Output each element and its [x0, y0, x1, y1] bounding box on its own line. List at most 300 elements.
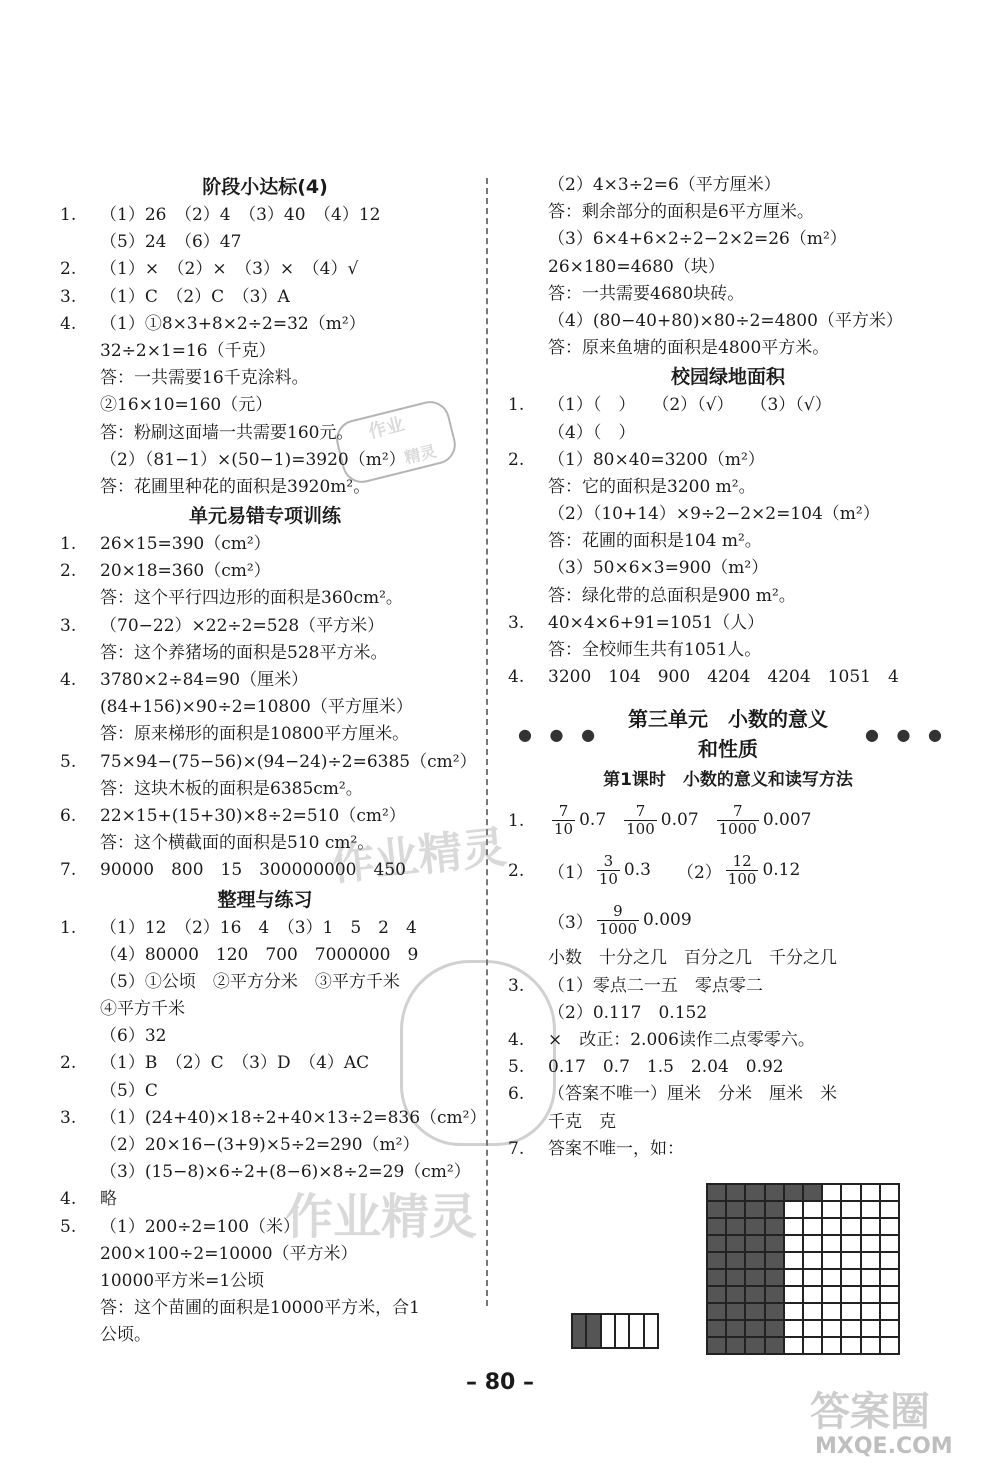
- grid-cell: [822, 1235, 841, 1252]
- grid-cell: [707, 1303, 726, 1320]
- question-number: 4.: [508, 667, 525, 688]
- grid-cell: [601, 1314, 615, 1348]
- answer-line: [60, 857, 470, 884]
- grid-cell: [784, 1303, 803, 1320]
- answer-text: （1）80×40=3200（m²）: [548, 449, 765, 470]
- answer-text: 0.17 0.7 1.5 2.04 0.92: [548, 1057, 784, 1078]
- answer-line: [508, 308, 948, 335]
- grid-cell: [784, 1201, 803, 1218]
- grid-cell: [880, 1235, 899, 1252]
- grid-cell: [861, 1269, 880, 1286]
- question-number: 3.: [60, 286, 77, 307]
- answer-line: [60, 996, 470, 1023]
- section-title-green-area: 校园绿地面积: [670, 366, 785, 389]
- grid-cell: [784, 1184, 803, 1201]
- answer-text: （4）（ ）: [548, 422, 636, 443]
- section-stage4: [60, 202, 470, 501]
- grid-cell: [880, 1218, 899, 1235]
- question-number: 3.: [508, 612, 525, 633]
- answer-line: [60, 1268, 470, 1295]
- answer-line: [60, 1159, 470, 1186]
- grid-cell: [784, 1252, 803, 1269]
- grid-cell: [880, 1201, 899, 1218]
- answer-line: [508, 610, 948, 637]
- section-continued: [508, 172, 948, 362]
- answer-text: 3200 104 900 4204 4204 1051 4: [548, 667, 899, 688]
- answer-line: [60, 392, 470, 419]
- grid-cell: [803, 1303, 822, 1320]
- answer-text: ④平方千米: [100, 999, 185, 1020]
- answer-line: [60, 776, 470, 803]
- grid-cell: [841, 1286, 860, 1303]
- answer-line: [508, 254, 948, 281]
- grid-cell: [861, 1184, 880, 1201]
- grid-cell: [726, 1303, 745, 1320]
- question-number: 4.: [60, 670, 77, 690]
- denominator: 1000: [718, 819, 757, 838]
- answer-line: [508, 664, 948, 691]
- question-number: 3.: [508, 975, 525, 996]
- q2-fractions-ab: [548, 845, 800, 895]
- grid-cell: [822, 1201, 841, 1218]
- grid-cell: [707, 1201, 726, 1218]
- answer-line: [508, 555, 948, 582]
- answer-line: [60, 284, 470, 311]
- answer-text: （2）（10+14）×9÷2−2×2=104（m²）: [548, 504, 880, 525]
- answer-text: （2）4×3÷2=6（平方厘米）: [548, 175, 781, 195]
- grid-cell: [861, 1218, 880, 1235]
- answer-line: [60, 613, 470, 640]
- text-watermark-2: 作业精灵: [285, 1189, 478, 1245]
- section-lesson-answers: [508, 945, 948, 1163]
- question-number: 5.: [60, 751, 77, 772]
- grid-cell: [822, 1320, 841, 1337]
- grid-cell: [784, 1235, 803, 1252]
- answer-line: [60, 1295, 470, 1322]
- grid-cell: [765, 1184, 784, 1201]
- answer-text: 答案不唯一，如：: [548, 1138, 684, 1159]
- grid-cell: [841, 1252, 860, 1269]
- grid-cell: [745, 1269, 764, 1286]
- answer-line: [508, 973, 948, 1000]
- answer-line: [508, 226, 948, 253]
- q2-line-2: [508, 895, 948, 945]
- answer-text: 答：这个平行四边形的面积是360cm²。: [100, 588, 403, 609]
- unit-title-line2: 和性质: [698, 737, 758, 762]
- answer-line: [60, 474, 470, 501]
- grid-cell: [861, 1303, 880, 1320]
- answer-text: （1）26 （2）4 （3）40 （4）12: [100, 205, 381, 225]
- answer-line: [60, 558, 470, 585]
- answer-text: 答：花圃里种花的面积是3920m²。: [100, 476, 371, 497]
- answer-line: [60, 202, 470, 229]
- left-column: [60, 172, 487, 1350]
- answer-text: × 改正：2.006读作二点零零六。: [548, 1029, 815, 1050]
- answer-text: (84+156)×90÷2=10800（平方厘米）: [100, 697, 413, 718]
- grid-cell: [841, 1303, 860, 1320]
- answer-text: （1）零点二一五 零点零二: [548, 975, 763, 996]
- grid-cell: [707, 1320, 726, 1337]
- answer-text: （5）C: [100, 1080, 158, 1101]
- answer-line: [508, 420, 948, 447]
- denominator: 100: [626, 819, 655, 838]
- grid-cell: [803, 1218, 822, 1235]
- grid-cell: [745, 1337, 764, 1354]
- decimal-value: 0.007: [762, 810, 812, 831]
- decimal-value: 0.3: [623, 860, 651, 881]
- answer-line: [60, 311, 470, 338]
- answer-line: [508, 637, 948, 664]
- question-number: 5.: [60, 1216, 77, 1237]
- section-review: [60, 915, 487, 1350]
- answer-line: [60, 1105, 487, 1132]
- fraction: [717, 803, 759, 838]
- answer-text: （2）（81−1）×(50−1)=3920（m²）: [100, 449, 406, 470]
- answer-text: 3780×2÷84=90（厘米）: [100, 670, 309, 690]
- grid-cell: [784, 1337, 803, 1354]
- grid-cell: [880, 1269, 899, 1286]
- q2a-label: （1）: [548, 862, 593, 883]
- fraction: [597, 853, 620, 888]
- question-number: 5.: [508, 1057, 525, 1078]
- grid-cell: [822, 1269, 841, 1286]
- decimal-grid-small: [571, 1313, 659, 1349]
- answer-line: [508, 199, 948, 226]
- grid-cell: [707, 1218, 726, 1235]
- grid-cell: [861, 1320, 880, 1337]
- question-number: 2.: [60, 259, 77, 280]
- answer-text: 答：它的面积是3200 m²。: [548, 476, 756, 497]
- answer-text: 答：原来梯形的面积是10800平方厘米。: [100, 724, 410, 745]
- answer-line: [508, 1081, 948, 1108]
- answer-line: [60, 749, 477, 776]
- grid-cell: [841, 1235, 860, 1252]
- answer-text: 千克 克: [548, 1111, 616, 1132]
- grid-cell: [745, 1218, 764, 1235]
- answer-text: 75×94−(75−56)×(94−24)÷2=6385（cm²）: [100, 751, 477, 772]
- question-number: 1.: [60, 205, 77, 225]
- question-number: 7.: [60, 860, 77, 881]
- answer-line: [508, 281, 948, 308]
- answer-line: [60, 1214, 470, 1241]
- fraction: [624, 803, 657, 838]
- question-number: 7.: [508, 1138, 525, 1159]
- answer-line: [60, 1023, 470, 1050]
- corner-logo: 答案圈: [810, 1389, 930, 1435]
- section-title-review: 整理与练习: [217, 888, 313, 911]
- q2b-label: （2）: [676, 862, 722, 883]
- grid-cell: [861, 1286, 880, 1303]
- grid-cell: [822, 1252, 841, 1269]
- denominator: 10: [554, 819, 574, 838]
- question-number: 2.: [60, 561, 77, 582]
- answer-text: 32÷2×1=16（千克）: [100, 340, 276, 361]
- answer-text: （1）C （2）C （3）A: [100, 286, 290, 307]
- answer-text: （答案不唯一）厘米 分米 厘米 米: [548, 1084, 837, 1105]
- grid-cell: [822, 1184, 841, 1201]
- answer-line: [60, 1078, 470, 1105]
- answer-text: 答：这个苗圃的面积是10000平方米，合1: [100, 1298, 420, 1319]
- answer-text: （1）①8×3+8×2÷2=32（m²）: [100, 313, 366, 334]
- grid-cell: [841, 1320, 860, 1337]
- answer-text: （3）6×4+6×2÷2−2×2=26（m²）: [548, 229, 847, 250]
- unit-dots-left: ● ● ●: [518, 725, 602, 745]
- answer-line: [508, 1109, 948, 1136]
- answer-line: [508, 447, 948, 474]
- answer-text: 26×180=4680（块）: [548, 256, 725, 277]
- stamp-watermark-bottom: 精灵: [402, 441, 439, 468]
- answer-line: [60, 640, 470, 667]
- grid-cell: [765, 1303, 784, 1320]
- grid-cell: [707, 1337, 726, 1354]
- grid-cell: [841, 1218, 860, 1235]
- grid-cell: [803, 1252, 822, 1269]
- grid-cell: [707, 1252, 726, 1269]
- answer-line: [508, 172, 948, 199]
- q2c-label: （3）: [548, 912, 593, 933]
- question-number: 3.: [60, 1107, 77, 1128]
- grid-cell: [765, 1235, 784, 1252]
- grid-cell: [861, 1235, 880, 1252]
- answer-text: （3）(15−8)×6÷2+(8−6)×8÷2=29（cm²）: [100, 1162, 471, 1183]
- answer-line: [60, 256, 470, 283]
- unit-dots-right: ● ● ●: [864, 725, 948, 745]
- answer-text: 答：这个横截面的面积是510 cm²。: [100, 833, 375, 854]
- grid-cell: [784, 1320, 803, 1337]
- answer-line: [508, 501, 948, 528]
- answer-text: （3）50×6×3=900（m²）: [548, 558, 769, 579]
- denominator: 1000: [598, 919, 638, 938]
- grid-cell: [803, 1286, 822, 1303]
- answer-text: 公顷。: [100, 1325, 151, 1346]
- answer-line: [508, 335, 948, 362]
- answer-text: （1）200÷2=100（米）: [100, 1216, 301, 1237]
- answer-text: （2）20×16−(3+9)×5÷2=290（m²）: [100, 1135, 420, 1155]
- section-title-error-training: 单元易错专项训练: [188, 505, 341, 528]
- answer-line: [60, 942, 470, 969]
- answer-text: 答：花圃的面积是104 m²。: [548, 531, 762, 552]
- numerator: 7: [635, 801, 646, 820]
- answer-line: [60, 803, 470, 830]
- answer-line: [508, 945, 948, 972]
- grid-cell: [880, 1303, 899, 1320]
- grid-cell: [765, 1218, 784, 1235]
- answer-line: [508, 1054, 948, 1081]
- answer-text: （2）0.117 0.152: [548, 1002, 708, 1023]
- answer-text: （6）32: [100, 1026, 167, 1047]
- answer-text: 答：粉刷这面墙一共需要160元。: [100, 422, 354, 443]
- question-number: 1.: [60, 534, 77, 555]
- decimal-value: 0.009: [643, 910, 692, 931]
- grid-cell: [822, 1286, 841, 1303]
- section-green-area: [508, 392, 948, 691]
- answer-text: 答：一共需要16千克涂料。: [100, 368, 309, 389]
- grid-cell: [726, 1337, 745, 1354]
- grid-cell: [880, 1252, 899, 1269]
- q2-line-1: [508, 845, 948, 895]
- section-error-training: [60, 531, 477, 884]
- answer-line: [60, 447, 470, 474]
- grid-cell: [726, 1235, 745, 1252]
- answer-line: [60, 531, 470, 558]
- grid-cell: [784, 1286, 803, 1303]
- answer-text: 答：这个养猪场的面积是528平方米。: [100, 642, 388, 663]
- text-watermark-1: 作业精灵: [328, 821, 509, 892]
- grid-cell: [726, 1218, 745, 1235]
- answer-text: 答：剩余部分的面积是6平方厘米。: [548, 202, 814, 223]
- fraction: [597, 903, 639, 938]
- fraction: [552, 803, 575, 838]
- question-number: 6.: [60, 805, 77, 826]
- answer-line: [60, 694, 470, 721]
- grid-cell: [745, 1201, 764, 1218]
- grid-cell: [707, 1184, 726, 1201]
- q1-line: [508, 795, 948, 845]
- grid-cell: [784, 1269, 803, 1286]
- answer-line: [508, 392, 948, 419]
- decimal-grid-100: [706, 1183, 900, 1355]
- decimal-value: 0.12: [762, 860, 801, 881]
- answer-line: [60, 229, 470, 256]
- answer-line: [60, 667, 470, 694]
- answer-line: [60, 915, 470, 942]
- answer-text: 40×4×6+91=1051（人）: [548, 612, 765, 633]
- answer-line: [508, 1136, 948, 1163]
- answer-text: （5）①公顷 ②平方分米 ③平方千米: [100, 971, 400, 992]
- grid-cell: [841, 1184, 860, 1201]
- answer-text: 200×100÷2=10000（平方米）: [100, 1243, 358, 1264]
- answer-text: （4）80000 120 700 7000000 9: [100, 944, 419, 965]
- stamp-watermark-top: 作业: [366, 413, 407, 443]
- grid-cell: [822, 1218, 841, 1235]
- column-divider: [486, 178, 488, 1306]
- question-number: 1.: [60, 917, 77, 938]
- answer-line: [60, 721, 470, 748]
- grid-cell: [615, 1314, 629, 1348]
- grid-cell: [803, 1184, 822, 1201]
- answer-text: 90000 800 15 300000000 450: [100, 860, 406, 881]
- grid-cell: [765, 1286, 784, 1303]
- numerator: 3: [603, 851, 614, 870]
- answer-line: [508, 583, 948, 610]
- answer-text: 答：绿化带的总面积是900 m²。: [548, 585, 796, 606]
- answer-text: 答：原来鱼塘的面积是4800平方米。: [548, 338, 830, 359]
- answer-text: 10000平方米=1公顷: [100, 1270, 265, 1291]
- right-column: [508, 172, 948, 1163]
- grid-cell: [803, 1201, 822, 1218]
- answer-text: （1）B （2）C （3）D （4）AC: [100, 1053, 370, 1074]
- answer-line: [60, 365, 470, 392]
- grid-cell: [841, 1201, 860, 1218]
- grid-cell: [644, 1314, 658, 1348]
- answer-text: 略: [100, 1189, 117, 1210]
- grid-cell: [880, 1286, 899, 1303]
- grid-cell: [861, 1252, 880, 1269]
- grid-cell: [745, 1184, 764, 1201]
- question-number: 2.: [60, 1053, 77, 1074]
- grid-cell: [803, 1337, 822, 1354]
- question-number: 4.: [60, 1189, 77, 1210]
- grid-cell: [745, 1320, 764, 1337]
- grid-cell: [822, 1303, 841, 1320]
- grid-cell: [841, 1337, 860, 1354]
- grid-cell: [726, 1252, 745, 1269]
- grid-cell: [726, 1201, 745, 1218]
- grid-cell: [765, 1337, 784, 1354]
- question-number: 4.: [508, 1029, 525, 1050]
- answer-text: 答：全校师生共有1051人。: [548, 640, 762, 660]
- grid-cell: [745, 1252, 764, 1269]
- numerator: 7: [558, 801, 569, 820]
- grid-cell: [861, 1201, 880, 1218]
- answer-text: ②16×10=160（元）: [100, 395, 273, 416]
- answer-text: （4）(80−40+80)×80÷2=4800（平方米）: [548, 310, 903, 331]
- answer-text: 22×15+(15+30)×8÷2=510（cm²）: [100, 805, 406, 826]
- grid-cell: [841, 1269, 860, 1286]
- decimal-value: 0.7: [579, 810, 607, 831]
- grid-cell: [765, 1201, 784, 1218]
- answer-line: [60, 969, 470, 996]
- q1-fractions: [548, 795, 826, 845]
- grid-cell: [803, 1320, 822, 1337]
- answer-text: （1）× （2）× （3）× （4）√: [100, 259, 359, 280]
- answer-line: [508, 1027, 948, 1054]
- grid-cell: [707, 1269, 726, 1286]
- question-number: 1.: [508, 395, 525, 416]
- grid-cell: [629, 1314, 643, 1348]
- grid-cell: [765, 1269, 784, 1286]
- answer-line: [60, 585, 470, 612]
- grid-cell: [745, 1303, 764, 1320]
- grid-cell: [726, 1184, 745, 1201]
- grid-cell: [765, 1320, 784, 1337]
- answer-line: [60, 1322, 470, 1349]
- answer-line: [508, 1000, 948, 1027]
- grid-cell: [803, 1235, 822, 1252]
- question-number: 2.: [508, 861, 525, 882]
- grid-cell: [784, 1218, 803, 1235]
- grid-cell: [586, 1314, 600, 1348]
- answer-text: 答：这块木板的面积是6385cm²。: [100, 778, 363, 799]
- page-number: – 80 –: [466, 1370, 534, 1395]
- grid-cell: [861, 1337, 880, 1354]
- answer-line: [60, 1241, 470, 1268]
- grid-cell: [803, 1269, 822, 1286]
- grid-cell: [880, 1184, 899, 1201]
- answer-text: （1）12 （2）16 4 （3）1 5 2 4: [100, 917, 417, 938]
- section-title-stage4: 阶段小达标(4): [202, 176, 328, 198]
- denominator: 10: [598, 869, 618, 888]
- answer-line: [60, 830, 470, 857]
- answer-text: 小数 十分之几 百分之几 千分之几: [548, 948, 837, 969]
- corner-url: MXQE.COM: [815, 1434, 953, 1459]
- grid-cell: [707, 1235, 726, 1252]
- unit-title-line1: 第三单元 小数的意义: [628, 707, 828, 732]
- grid-cell: [726, 1269, 745, 1286]
- answer-line: [60, 420, 470, 447]
- numerator: 7: [732, 801, 743, 820]
- numerator: 9: [613, 901, 623, 920]
- grid-cell: [572, 1314, 586, 1348]
- denominator: 100: [727, 869, 757, 888]
- unit-title: [508, 699, 948, 765]
- grid-cell: [726, 1320, 745, 1337]
- answer-text: （1）（ ） （2）（√） （3）（√）: [548, 395, 832, 416]
- answer-text: 20×18=360（cm²）: [100, 561, 271, 582]
- question-number: 2.: [508, 449, 525, 470]
- grid-cell: [880, 1337, 899, 1354]
- grid-cell: [707, 1286, 726, 1303]
